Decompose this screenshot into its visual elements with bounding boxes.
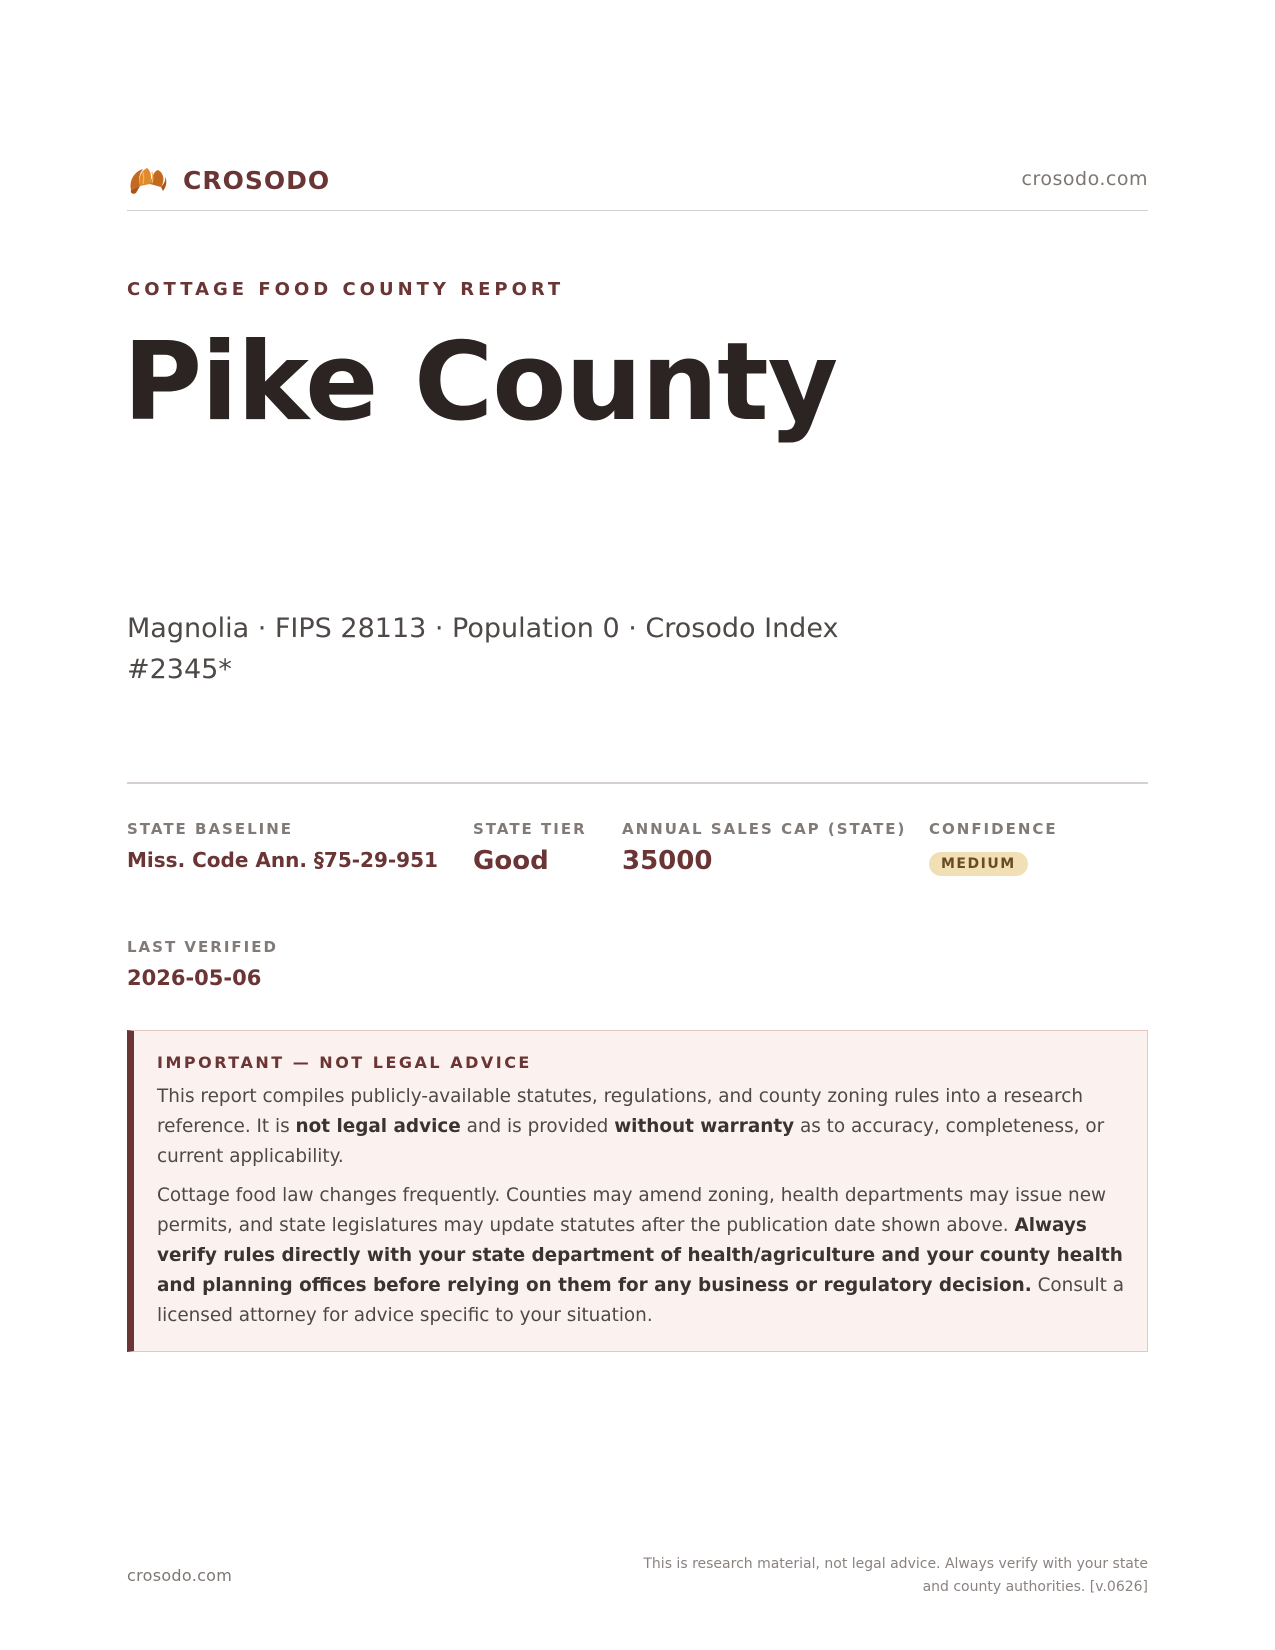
notice-text: This report compiles publicly-available statutes, regulations, and county zoning rules into a research reference. It is [157, 1086, 1083, 1137]
stat-confidence [929, 820, 1058, 876]
footer-disclaimer: This is research material, not legal advice. Always verify with your state and county authorities. [v.0626] [643, 1556, 1148, 1595]
stat-label: STATE BASELINE [127, 820, 294, 838]
brand[interactable] [127, 162, 330, 198]
stat-value: Good [473, 846, 549, 876]
footer-site-link[interactable]: crosodo.com [127, 1566, 233, 1585]
stat-annual-sales-cap [622, 820, 906, 876]
legal-notice [127, 1030, 1148, 1352]
notice-emphasis: without warranty [614, 1116, 795, 1137]
stat-label: ANNUAL SALES CAP (STATE) [622, 820, 907, 838]
stat-label: STATE TIER [473, 820, 587, 838]
stat-last-verified [127, 938, 278, 990]
notice-paragraph [157, 1181, 1125, 1331]
confidence-badge: MEDIUM [929, 852, 1028, 876]
report-subtitle: Magnolia · FIPS 28113 · Population 0 · Crosodo Index #2345* [127, 613, 839, 685]
report-page [123, 0, 1148, 1650]
report-eyebrow: COTTAGE FOOD COUNTY REPORT [127, 279, 565, 300]
notice-emphasis: Always verify rules directly with your state department of health/agriculture and your county health and planning offices before relying on them for any business or regulatory decision. [157, 1215, 1123, 1296]
notice-text: and is provided [460, 1116, 615, 1137]
notice-text: Consult a licensed attorney for advice specific to your situation. [157, 1275, 1124, 1326]
stat-value: 2026-05-06 [127, 966, 262, 990]
notice-title: IMPORTANT — NOT LEGAL ADVICE [157, 1053, 532, 1072]
notice-text: as to accuracy, completeness, or current applicability. [157, 1116, 1105, 1167]
page-header [127, 156, 1148, 211]
notice-text: Cottage food law changes frequently. Counties may amend zoning, health departments may issue new permits, and state legislatures may update statutes after the publication date shown above. [157, 1185, 1107, 1236]
header-site-link[interactable]: crosodo.com [1021, 168, 1148, 190]
croissant-icon [127, 162, 167, 198]
stat-value: Miss. Code Ann. §75-29-951 [127, 848, 438, 872]
brand-name: CROSODO [183, 165, 331, 195]
notice-paragraph [157, 1082, 1125, 1172]
stat-label: CONFIDENCE [929, 820, 1058, 838]
stat-state-baseline [127, 820, 438, 872]
section-divider [127, 782, 1148, 784]
stat-state-tier [473, 820, 587, 876]
stat-label: LAST VERIFIED [127, 938, 278, 956]
notice-emphasis: not legal advice [295, 1116, 461, 1137]
page-title: Pike County [123, 320, 838, 445]
stat-value: 35000 [622, 846, 713, 876]
